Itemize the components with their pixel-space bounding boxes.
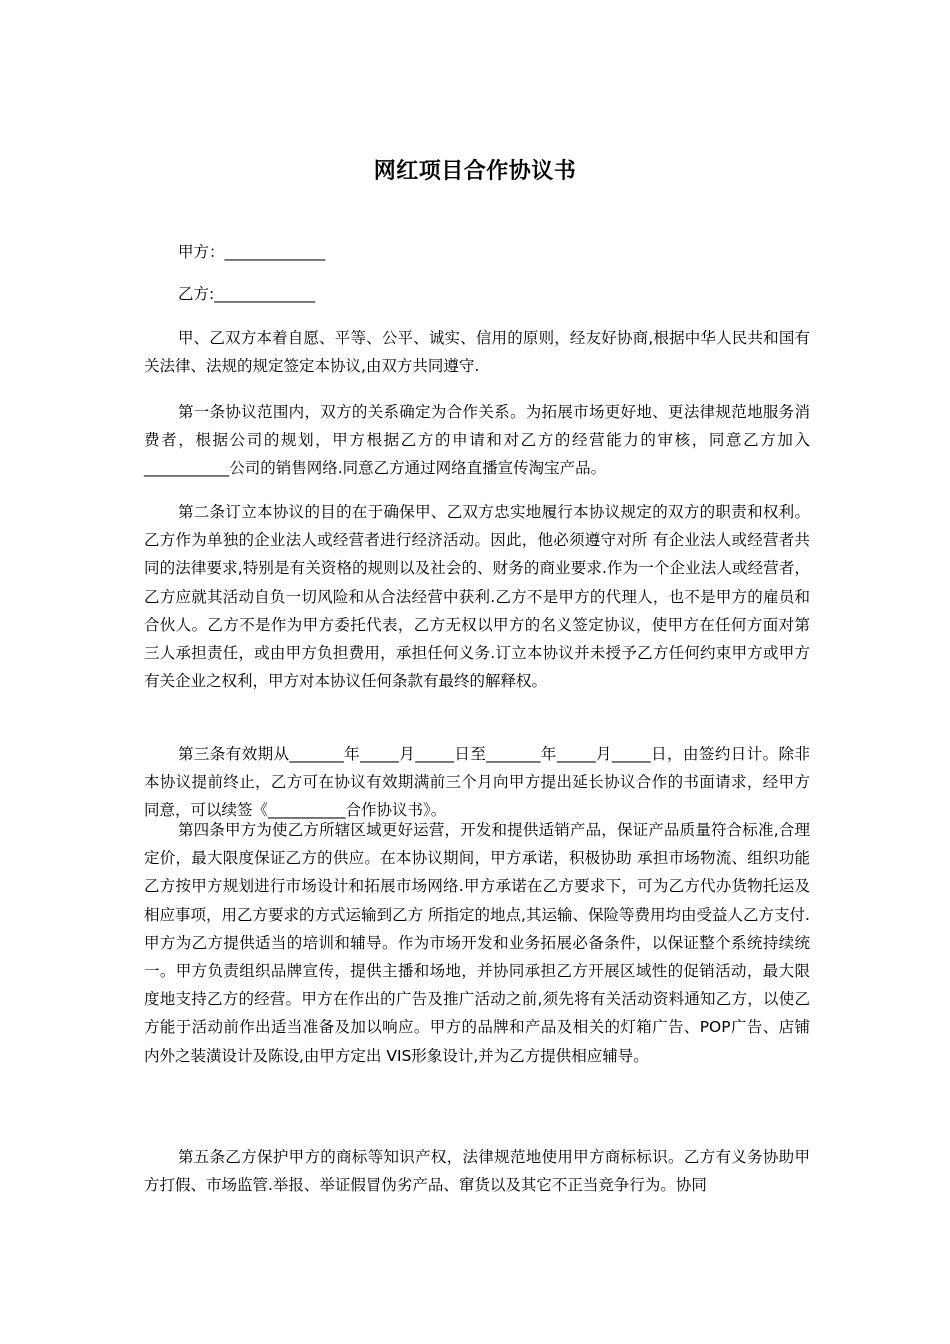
party-a-line: 甲方：_____________ <box>178 243 326 261</box>
party-b-line: 乙方:_____________ <box>178 285 315 303</box>
article-3-paragraph: 第三条有效期从_______年_____月_____日至_______年_____月_____日，由签约日计。除非本协议提前终止，乙方可在协议有效期满前三个月向甲方提出延长协议合作的书面请求，经甲方同意，可以续签《__________合作协议书》。 <box>144 745 810 820</box>
document-title: 网红项目合作协议书 <box>373 159 577 184</box>
article-1-paragraph: 第一条协议范围内，双方的关系确定为合作关系。为拓展市场更好地、更法律规范地服务消费者，根据公司的规划，甲方根据乙方的申请和对乙方的经营能力的审核，同意乙方加入___________公司的销售网络.同意乙方通过网络直播宣传淘宝产品。 <box>144 403 810 478</box>
intro-paragraph: 甲、乙双方本着自愿、平等、公平、诚实、信用的原则，经友好协商,根据中华人民共和国有关法律、法规的规定签定本协议,由双方共同遵守. <box>144 329 810 376</box>
article-2-paragraph: 第二条订立本协议的目的在于确保甲、乙双方忠实地履行本协议规定的双方的职责和权利。乙方作为单独的企业法人或经营者进行经济活动。因此，他必须遵守对所 有企业法人或经营者共同的法律要求,特别是有关资格的规则以及社会的、财务的商业要求.作为一个企业法人或经营者，乙方应就其活动自负一切风险和从合法经营中获利.乙方不是甲方的代理人，也不是甲方的雇员和合伙人。乙方不是作为甲方委托代表，乙方无权以甲方的名义签定协议，使甲方在任何方面对第三人承担责任，或由甲方负担费用，承担任何义务.订立本协议并未授予乙方任何约束甲方或甲方有关企业之权利，甲方对本协议任何条款有最终的解释权。 <box>144 503 810 691</box>
article-4-paragraph: 第四条甲方为使乙方所辖区域更好运营，开发和提供适销产品，保证产品质量符合标准,合理定价，最大限度保证乙方的供应。在本协议期间，甲方承诺，积极协助 承担市场物流、组织功能乙方按甲方规划进行市场设计和拓展市场网络.甲方承诺在乙方要求下，可为乙方代办货物托运及相应事项，用乙方要求的方式运输到乙方 所指定的地点,其运输、保险等费用均由受益人乙方支付.甲方为乙方提供适当的培训和辅导。作为市场开发和业务拓展必备条件，以保证整个系统持续统一。甲方负责组织品牌宣传，提供主播和场地，并协同承担乙方开展区域性的促销活动，最大限度地支持乙方的经营。甲方在作出的广告及推广活动之前,须先将有关活动资料通知乙方，以使乙方能于活动前作出适当准备及加以响应。甲方的品牌和产品及相关的灯箱广告、POP广告、店铺内外之装潢设计及陈设,由甲方定出 VIS形象设计,并为乙方提供相应辅导。 <box>144 821 810 1065</box>
article-5-paragraph: 第五条乙方保护甲方的商标等知识产权，法律规范地使用甲方商标标识。乙方有义务协助甲方打假、市场监管.举报、举证假冒伪劣产品、窜货以及其它不正当竞争行为。协同 <box>144 1148 810 1195</box>
